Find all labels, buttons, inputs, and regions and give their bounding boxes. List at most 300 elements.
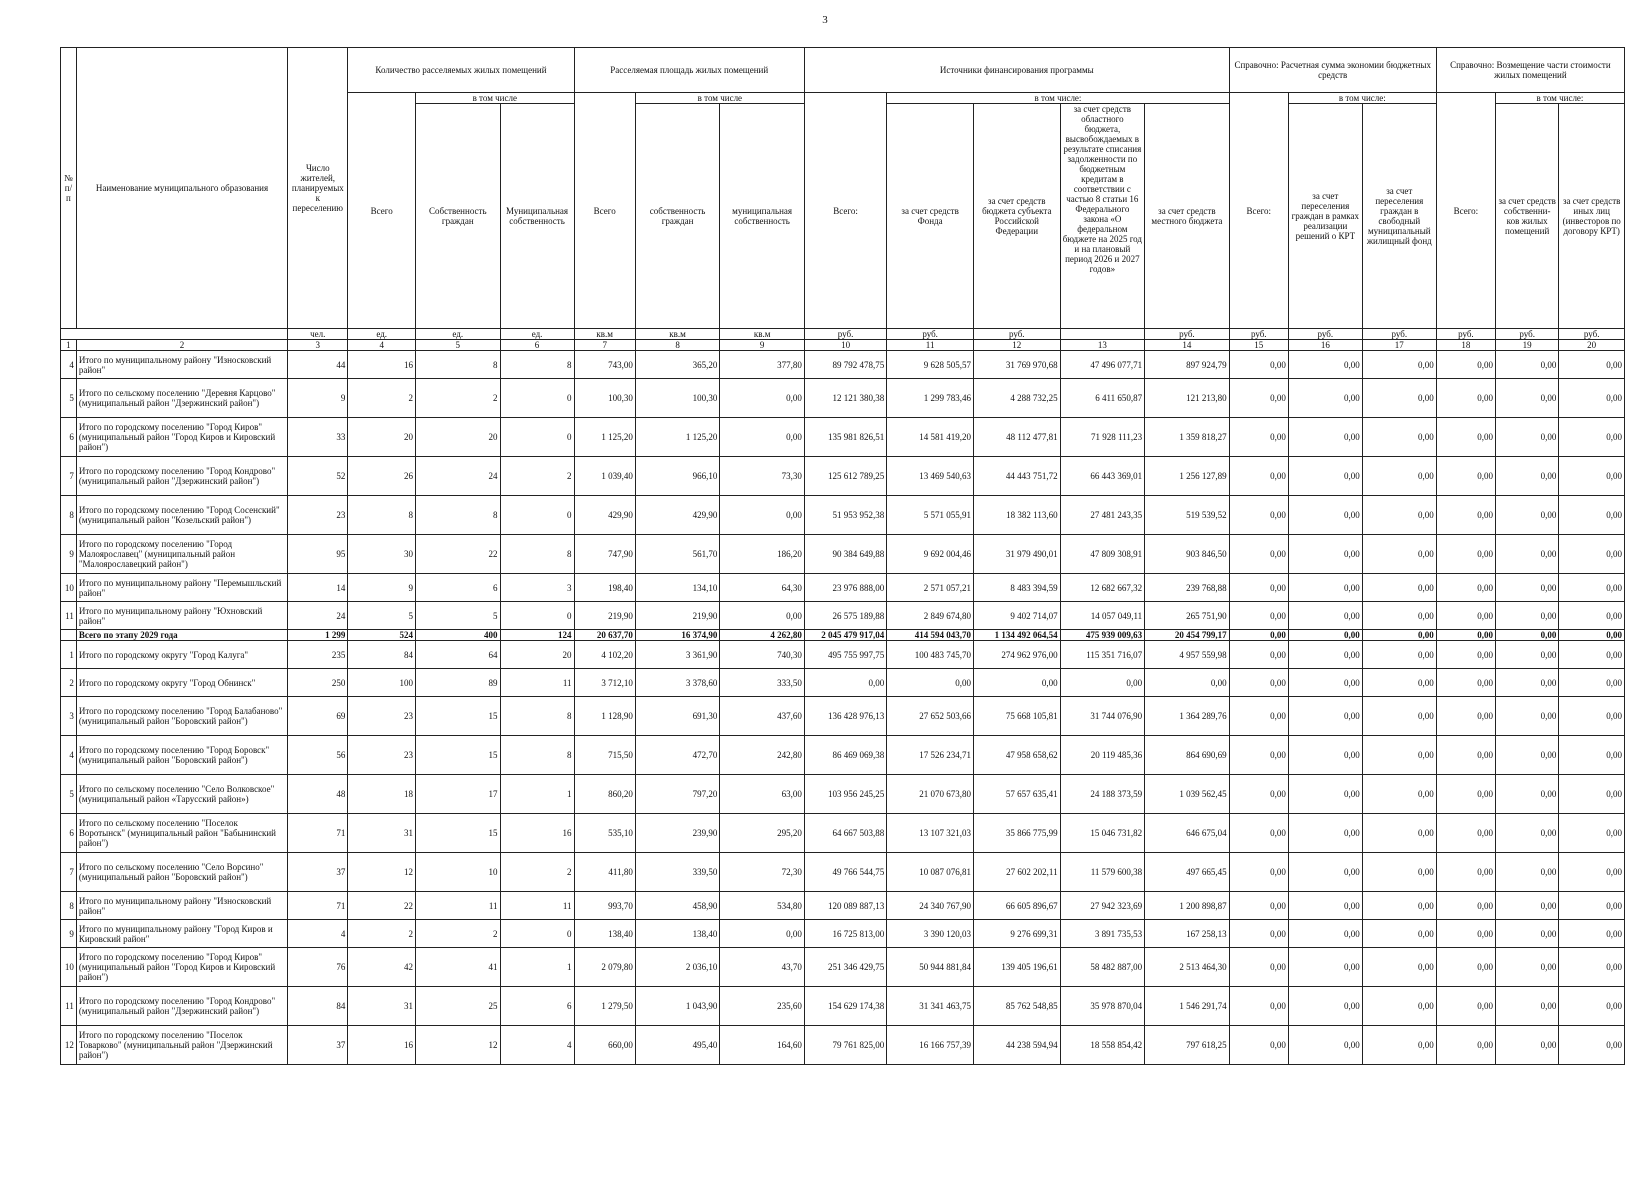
value-cell: 472,70 <box>635 736 720 775</box>
value-cell: 11 579 600,38 <box>1060 853 1145 892</box>
value-cell: 79 761 825,00 <box>804 1026 886 1065</box>
header-qty-incl: в том числе <box>416 93 575 104</box>
value-cell: 1 128,90 <box>574 697 635 736</box>
header-fund: за счет средств Фонда <box>887 104 974 329</box>
column-number: 15 <box>1229 340 1288 351</box>
value-cell: 164,60 <box>720 1026 805 1065</box>
value-cell: 0,00 <box>1229 630 1288 641</box>
value-cell: 534,80 <box>720 892 805 920</box>
value-cell: 24 <box>416 457 501 496</box>
value-cell: 0,00 <box>1495 351 1558 379</box>
value-cell: 5 571 055,91 <box>887 496 974 535</box>
value-cell: 49 766 544,75 <box>804 853 886 892</box>
table-row <box>61 892 1625 920</box>
value-cell: 9 628 505,57 <box>887 351 974 379</box>
value-cell: 8 <box>500 697 574 736</box>
value-cell: 43,70 <box>720 948 805 987</box>
unit-cell: руб. <box>1229 329 1288 340</box>
value-cell: 0,00 <box>1288 630 1362 641</box>
value-cell: 125 612 789,25 <box>804 457 886 496</box>
value-cell: 0,00 <box>1436 697 1495 736</box>
value-cell: 16 374,90 <box>635 630 720 641</box>
value-cell: 18 <box>348 775 416 814</box>
value-cell: 274 962 976,00 <box>973 641 1060 669</box>
header-subject-budget: за счет средств бюджета субъекта Российской Федерации <box>973 104 1060 329</box>
value-cell: 24 <box>288 602 348 630</box>
value-cell: 11 <box>500 669 574 697</box>
unit-cell: кв.м <box>720 329 805 340</box>
value-cell: 0,00 <box>1362 697 1436 736</box>
value-cell: 18 382 113,60 <box>973 496 1060 535</box>
value-cell: 26 <box>348 457 416 496</box>
value-cell: 198,40 <box>574 574 635 602</box>
table-row <box>61 535 1625 574</box>
unit-cell: руб. <box>804 329 886 340</box>
value-cell: 26 575 189,88 <box>804 602 886 630</box>
value-cell: 22 <box>348 892 416 920</box>
value-cell: 0,00 <box>1436 351 1495 379</box>
value-cell: 0,00 <box>1362 987 1436 1026</box>
value-cell: 242,80 <box>720 736 805 775</box>
value-cell: 69 <box>288 697 348 736</box>
value-cell: 86 469 069,38 <box>804 736 886 775</box>
value-cell: 0,00 <box>1436 736 1495 775</box>
municipality-name: Итого по сельскому поселению "Поселок Воротынск" (муниципальный район "Бабынинский район") <box>76 814 287 853</box>
value-cell: 524 <box>348 630 416 641</box>
value-cell: 35 866 775,99 <box>973 814 1060 853</box>
value-cell: 1 299 783,46 <box>887 379 974 418</box>
value-cell: 0,00 <box>1559 697 1625 736</box>
value-cell: 495,40 <box>635 1026 720 1065</box>
value-cell: 0,00 <box>1495 920 1558 948</box>
value-cell: 1 039 562,45 <box>1145 775 1230 814</box>
value-cell: 0,00 <box>1436 669 1495 697</box>
value-cell: 0,00 <box>1362 920 1436 948</box>
unit-cell: кв.м <box>635 329 720 340</box>
value-cell: 0,00 <box>1495 641 1558 669</box>
value-cell: 0,00 <box>1362 948 1436 987</box>
value-cell: 21 070 673,80 <box>887 775 974 814</box>
value-cell: 50 944 881,84 <box>887 948 974 987</box>
value-cell: 115 351 716,07 <box>1060 641 1145 669</box>
value-cell: 100,30 <box>574 379 635 418</box>
value-cell: 0,00 <box>1436 630 1495 641</box>
value-cell: 235,60 <box>720 987 805 1026</box>
value-cell: 535,10 <box>574 814 635 853</box>
column-number: 6 <box>500 340 574 351</box>
value-cell: 437,60 <box>720 697 805 736</box>
column-number: 9 <box>720 340 805 351</box>
value-cell: 740,30 <box>720 641 805 669</box>
value-cell: 47 496 077,71 <box>1060 351 1145 379</box>
value-cell: 0,00 <box>1559 351 1625 379</box>
value-cell: 0,00 <box>1436 379 1495 418</box>
value-cell: 0,00 <box>1495 535 1558 574</box>
units-spacer <box>61 329 288 340</box>
value-cell: 11 <box>416 892 501 920</box>
value-cell: 3 712,10 <box>574 669 635 697</box>
value-cell: 8 <box>500 351 574 379</box>
value-cell: 64 667 503,88 <box>804 814 886 853</box>
row-number: 11 <box>61 987 77 1026</box>
value-cell: 48 <box>288 775 348 814</box>
value-cell: 52 <box>288 457 348 496</box>
value-cell: 660,00 <box>574 1026 635 1065</box>
value-cell: 72,30 <box>720 853 805 892</box>
row-number: 9 <box>61 920 77 948</box>
value-cell: 0,00 <box>1495 948 1558 987</box>
value-cell: 13 107 321,03 <box>887 814 974 853</box>
value-cell: 24 188 373,59 <box>1060 775 1145 814</box>
value-cell: 0,00 <box>1436 892 1495 920</box>
value-cell: 1 043,90 <box>635 987 720 1026</box>
row-number: 10 <box>61 948 77 987</box>
header-resettle-free: за счет переселения граждан в свободный муниципальный жилищный фонд <box>1362 104 1436 329</box>
value-cell: 715,50 <box>574 736 635 775</box>
value-cell: 0,00 <box>1559 418 1625 457</box>
value-cell: 0,00 <box>1559 630 1625 641</box>
value-cell: 414 594 043,70 <box>887 630 974 641</box>
value-cell: 0,00 <box>1288 736 1362 775</box>
municipality-name: Итого по сельскому поселению "Деревня Карцово" (муниципальный район "Дзержинский район") <box>76 379 287 418</box>
value-cell: 0 <box>500 496 574 535</box>
table-row <box>61 920 1625 948</box>
column-number: 3 <box>288 340 348 351</box>
value-cell: 0,00 <box>1495 736 1558 775</box>
value-cell: 0,00 <box>1559 736 1625 775</box>
value-cell: 20 <box>416 418 501 457</box>
value-cell: 154 629 174,38 <box>804 987 886 1026</box>
value-cell: 14 <box>288 574 348 602</box>
value-cell: 0,00 <box>1362 457 1436 496</box>
value-cell: 0,00 <box>1288 496 1362 535</box>
value-cell: 16 725 813,00 <box>804 920 886 948</box>
value-cell: 0,00 <box>1495 775 1558 814</box>
value-cell: 0,00 <box>1559 814 1625 853</box>
value-cell: 15 <box>416 814 501 853</box>
table-row <box>61 775 1625 814</box>
value-cell: 0,00 <box>1362 602 1436 630</box>
value-cell: 0,00 <box>1559 853 1625 892</box>
value-cell: 10 <box>416 853 501 892</box>
unit-cell <box>1060 329 1145 340</box>
value-cell: 1 299 <box>288 630 348 641</box>
column-number: 1 <box>61 340 77 351</box>
municipality-name: Итого по муниципальному району "Износковский район" <box>76 892 287 920</box>
value-cell: 1 364 289,76 <box>1145 697 1230 736</box>
value-cell: 0,00 <box>1495 457 1558 496</box>
value-cell: 0,00 <box>1436 457 1495 496</box>
value-cell: 0,00 <box>1436 814 1495 853</box>
row-number: 6 <box>61 418 77 457</box>
unit-cell: руб. <box>1559 329 1625 340</box>
value-cell: 31 <box>348 987 416 1026</box>
value-cell: 0,00 <box>887 669 974 697</box>
value-cell: 20 <box>348 418 416 457</box>
header-econ-group: Справочно: Расчетная сумма экономии бюджетных средств <box>1229 48 1436 93</box>
value-cell: 0,00 <box>1436 496 1495 535</box>
value-cell: 0,00 <box>1229 775 1288 814</box>
value-cell: 1 279,50 <box>574 987 635 1026</box>
table-row <box>61 987 1625 1026</box>
value-cell: 0,00 <box>973 669 1060 697</box>
column-number: 5 <box>416 340 501 351</box>
value-cell: 0,00 <box>1288 987 1362 1026</box>
value-cell: 0,00 <box>1436 987 1495 1026</box>
column-number: 12 <box>973 340 1060 351</box>
value-cell: 0,00 <box>1229 736 1288 775</box>
value-cell: 56 <box>288 736 348 775</box>
header-local-budget: за счет средств местного бюджета <box>1145 104 1230 329</box>
value-cell: 27 481 243,35 <box>1060 496 1145 535</box>
value-cell: 0,00 <box>1229 351 1288 379</box>
value-cell: 0,00 <box>1559 948 1625 987</box>
value-cell: 0,00 <box>1559 379 1625 418</box>
value-cell: 0,00 <box>1436 418 1495 457</box>
total-row <box>61 630 1625 641</box>
value-cell: 0,00 <box>1362 1026 1436 1065</box>
table-row <box>61 496 1625 535</box>
value-cell: 458,90 <box>635 892 720 920</box>
value-cell: 4 102,20 <box>574 641 635 669</box>
value-cell: 9 <box>288 379 348 418</box>
header-other-persons: за счет средств иных лиц (инвесторов по договору КРТ) <box>1559 104 1625 329</box>
value-cell: 219,90 <box>574 602 635 630</box>
value-cell: 377,80 <box>720 351 805 379</box>
value-cell: 47 958 658,62 <box>973 736 1060 775</box>
value-cell: 0,00 <box>1229 948 1288 987</box>
value-cell: 239 768,88 <box>1145 574 1230 602</box>
column-number: 14 <box>1145 340 1230 351</box>
value-cell: 1 256 127,89 <box>1145 457 1230 496</box>
header-municipal-own: муниципальная собственность <box>720 104 805 329</box>
value-cell: 497 665,45 <box>1145 853 1230 892</box>
value-cell: 66 443 369,01 <box>1060 457 1145 496</box>
value-cell: 903 846,50 <box>1145 535 1230 574</box>
value-cell: 0,00 <box>1229 574 1288 602</box>
value-cell: 0,00 <box>1362 736 1436 775</box>
table-row <box>61 574 1625 602</box>
value-cell: 0,00 <box>1288 351 1362 379</box>
value-cell: 20 637,70 <box>574 630 635 641</box>
value-cell: 0,00 <box>1559 641 1625 669</box>
value-cell: 8 <box>416 351 501 379</box>
value-cell: 0,00 <box>1288 669 1362 697</box>
value-cell: 124 <box>500 630 574 641</box>
value-cell: 0,00 <box>1495 853 1558 892</box>
value-cell: 4 957 559,98 <box>1145 641 1230 669</box>
value-cell: 0,00 <box>1288 641 1362 669</box>
row-number: 3 <box>61 697 77 736</box>
row-number: 11 <box>61 602 77 630</box>
unit-cell: руб. <box>973 329 1060 340</box>
value-cell: 691,30 <box>635 697 720 736</box>
value-cell: 120 089 887,13 <box>804 892 886 920</box>
value-cell: 17 526 234,71 <box>887 736 974 775</box>
value-cell: 0,00 <box>1060 669 1145 697</box>
value-cell: 0,00 <box>1288 602 1362 630</box>
value-cell: 8 <box>416 496 501 535</box>
row-number: 5 <box>61 775 77 814</box>
value-cell: 14 581 419,20 <box>887 418 974 457</box>
header-qty-total: Всего <box>348 93 416 329</box>
header-name: Наименование муниципального образования <box>76 48 287 329</box>
value-cell: 0,00 <box>1495 496 1558 535</box>
municipality-name: Итого по городскому округу "Город Калуга" <box>76 641 287 669</box>
value-cell: 0,00 <box>720 496 805 535</box>
value-cell: 0,00 <box>1559 574 1625 602</box>
value-cell: 2 <box>500 853 574 892</box>
value-cell: 0,00 <box>1288 814 1362 853</box>
value-cell: 64 <box>416 641 501 669</box>
value-cell: 0,00 <box>1229 987 1288 1026</box>
value-cell: 84 <box>348 641 416 669</box>
value-cell: 339,50 <box>635 853 720 892</box>
value-cell: 134,10 <box>635 574 720 602</box>
value-cell: 1 039,40 <box>574 457 635 496</box>
value-cell: 0,00 <box>1288 379 1362 418</box>
value-cell: 2 <box>500 457 574 496</box>
value-cell: 41 <box>416 948 501 987</box>
value-cell: 797 618,25 <box>1145 1026 1230 1065</box>
value-cell: 0,00 <box>1559 920 1625 948</box>
value-cell: 2 036,10 <box>635 948 720 987</box>
value-cell: 0,00 <box>1288 948 1362 987</box>
value-cell: 250 <box>288 669 348 697</box>
value-cell: 23 976 888,00 <box>804 574 886 602</box>
row-number: 5 <box>61 379 77 418</box>
header-fin-group: Источники финансирования программы <box>804 48 1229 93</box>
table-row <box>61 853 1625 892</box>
header-comp-group: Справочно: Возмещение части стоимости жилых помещений <box>1436 48 1624 93</box>
value-cell: 0,00 <box>1229 697 1288 736</box>
column-number: 2 <box>76 340 287 351</box>
row-number: 4 <box>61 736 77 775</box>
value-cell: 0,00 <box>1436 574 1495 602</box>
value-cell: 20 119 485,36 <box>1060 736 1145 775</box>
value-cell: 4 <box>500 1026 574 1065</box>
value-cell: 239,90 <box>635 814 720 853</box>
value-cell: 0,00 <box>1559 892 1625 920</box>
municipality-name: Итого по муниципальному району "Износковский район" <box>76 351 287 379</box>
value-cell: 0,00 <box>1495 379 1558 418</box>
value-cell: 411,80 <box>574 853 635 892</box>
value-cell: 15 <box>416 736 501 775</box>
value-cell: 85 762 548,85 <box>973 987 1060 1026</box>
column-number: 13 <box>1060 340 1145 351</box>
municipality-name: Итого по городскому поселению "Город Кондрово" (муниципальный район "Дзержинский район") <box>76 457 287 496</box>
value-cell: 0,00 <box>1362 814 1436 853</box>
value-cell: 11 <box>500 892 574 920</box>
value-cell: 0 <box>500 920 574 948</box>
value-cell: 0,00 <box>1559 602 1625 630</box>
column-number: 18 <box>1436 340 1495 351</box>
municipality-name: Итого по городскому поселению "Город Кондрово" (муниципальный район "Дзержинский район") <box>76 987 287 1026</box>
table-row <box>61 814 1625 853</box>
value-cell: 6 <box>500 987 574 1026</box>
municipality-name: Итого по сельскому поселению "Село Волковское" (муниципальный район «Тарусский район») <box>76 775 287 814</box>
column-number: 16 <box>1288 340 1362 351</box>
value-cell: 22 <box>416 535 501 574</box>
value-cell: 0,00 <box>720 379 805 418</box>
value-cell: 100,30 <box>635 379 720 418</box>
value-cell: 3 390 120,03 <box>887 920 974 948</box>
value-cell: 0,00 <box>1362 496 1436 535</box>
value-cell: 57 657 635,41 <box>973 775 1060 814</box>
row-number: 6 <box>61 814 77 853</box>
value-cell: 0,00 <box>1362 351 1436 379</box>
value-cell: 265 751,90 <box>1145 602 1230 630</box>
value-cell: 0,00 <box>1288 697 1362 736</box>
value-cell: 0,00 <box>1362 574 1436 602</box>
value-cell: 10 087 076,81 <box>887 853 974 892</box>
value-cell: 3 361,90 <box>635 641 720 669</box>
value-cell: 33 <box>288 418 348 457</box>
unit-cell: ед. <box>348 329 416 340</box>
value-cell: 0,00 <box>1288 1026 1362 1065</box>
value-cell: 0,00 <box>1229 641 1288 669</box>
value-cell: 71 928 111,23 <box>1060 418 1145 457</box>
row-number <box>61 630 77 641</box>
value-cell: 12 682 667,32 <box>1060 574 1145 602</box>
value-cell: 0,00 <box>1229 669 1288 697</box>
value-cell: 16 <box>500 814 574 853</box>
value-cell: 0,00 <box>1495 574 1558 602</box>
header-num: № п/ п <box>61 48 77 329</box>
value-cell: 48 112 477,81 <box>973 418 1060 457</box>
value-cell: 219,90 <box>635 602 720 630</box>
municipality-name: Итого по городскому поселению "Поселок Товарково" (муниципальный район "Дзержинский район") <box>76 1026 287 1065</box>
value-cell: 0,00 <box>1288 574 1362 602</box>
value-cell: 0,00 <box>1495 814 1558 853</box>
table-row <box>61 1026 1625 1065</box>
value-cell: 139 405 196,61 <box>973 948 1060 987</box>
value-cell: 103 956 245,25 <box>804 775 886 814</box>
header-regional-released: за счет средств областного бюджета, высвобождаемых в результате списания задолженности по бюджетным кредитам в соответствии с частью 8 статьи 16 Федерального закона «О федеральном бюджете на 2025 год и на плановый период 2026 и 2027 годов» <box>1060 104 1145 329</box>
value-cell: 135 981 826,51 <box>804 418 886 457</box>
value-cell: 9 402 714,07 <box>973 602 1060 630</box>
unit-cell: руб. <box>1288 329 1362 340</box>
unit-cell: руб. <box>1495 329 1558 340</box>
value-cell: 0,00 <box>1436 535 1495 574</box>
value-cell: 1 125,20 <box>635 418 720 457</box>
value-cell: 4 288 732,25 <box>973 379 1060 418</box>
table-row <box>61 418 1625 457</box>
value-cell: 12 <box>348 853 416 892</box>
value-cell: 27 652 503,66 <box>887 697 974 736</box>
value-cell: 100 <box>348 669 416 697</box>
municipality-name: Всего по этапу 2029 года <box>76 630 287 641</box>
value-cell: 2 <box>348 379 416 418</box>
value-cell: 31 744 076,90 <box>1060 697 1145 736</box>
table-row <box>61 697 1625 736</box>
value-cell: 0,00 <box>1145 669 1230 697</box>
value-cell: 797,20 <box>635 775 720 814</box>
value-cell: 0,00 <box>1436 641 1495 669</box>
value-cell: 0,00 <box>1362 418 1436 457</box>
value-cell: 0,00 <box>720 602 805 630</box>
value-cell: 333,50 <box>720 669 805 697</box>
value-cell: 0,00 <box>1559 669 1625 697</box>
unit-cell: ед. <box>500 329 574 340</box>
value-cell: 897 924,79 <box>1145 351 1230 379</box>
value-cell: 0,00 <box>1436 775 1495 814</box>
header-econ-incl: в том числе: <box>1288 93 1436 104</box>
value-cell: 2 <box>348 920 416 948</box>
table-row <box>61 351 1625 379</box>
value-cell: 0,00 <box>1288 853 1362 892</box>
value-cell: 0,00 <box>1229 853 1288 892</box>
